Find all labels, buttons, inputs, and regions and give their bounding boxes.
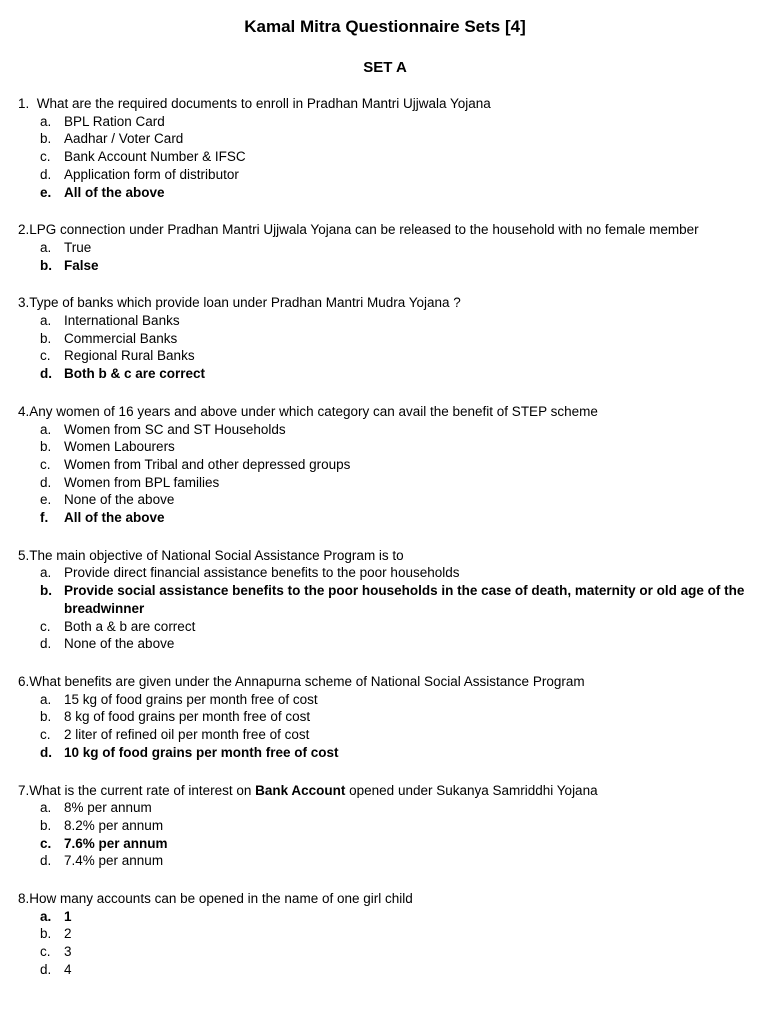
option-text: Bank Account Number & IFSC bbox=[64, 149, 246, 165]
option-c bbox=[18, 456, 752, 474]
option-letter: b. bbox=[40, 257, 52, 273]
set-title: SET A bbox=[363, 59, 407, 76]
option-text: Aadhar / Voter Card bbox=[64, 131, 184, 147]
question-text bbox=[18, 890, 752, 908]
question-prompt: Any women of 16 years and above under which category can avail the benefit of STEP scheme bbox=[29, 403, 598, 419]
option-text: 3 bbox=[64, 944, 72, 960]
question-list bbox=[18, 95, 752, 979]
option-list bbox=[18, 113, 752, 202]
option-letter: e. bbox=[40, 184, 52, 200]
option-letter: b. bbox=[40, 817, 52, 833]
document-title: Kamal Mitra Questionnaire Sets [4] bbox=[244, 17, 526, 36]
question-prompt: How many accounts can be opened in the name of one girl child bbox=[29, 891, 413, 907]
option-letter: c. bbox=[40, 618, 51, 634]
question-8 bbox=[18, 890, 752, 979]
option-c bbox=[18, 835, 752, 853]
question-number: 7. bbox=[18, 782, 30, 798]
option-text: True bbox=[64, 239, 92, 255]
option-text: Women from SC and ST Households bbox=[64, 421, 286, 437]
option-text: Application form of distributor bbox=[64, 166, 239, 182]
option-letter: c. bbox=[40, 727, 51, 743]
option-text: False bbox=[64, 257, 99, 273]
question-prompt-end: opened under Sukanya Samriddhi Yojana bbox=[345, 782, 598, 798]
option-text: Provide direct financial assistance benefits to the poor households bbox=[64, 565, 460, 581]
option-b bbox=[18, 438, 752, 456]
question-3 bbox=[18, 294, 752, 383]
option-text: Women from BPL families bbox=[64, 474, 220, 490]
option-list bbox=[18, 421, 752, 527]
option-b bbox=[18, 708, 752, 726]
option-b bbox=[18, 817, 752, 835]
option-a bbox=[18, 421, 752, 439]
option-text: International Banks bbox=[64, 313, 180, 329]
option-letter: f. bbox=[40, 510, 49, 526]
option-d bbox=[18, 961, 752, 979]
option-a bbox=[18, 312, 752, 330]
option-b bbox=[18, 925, 752, 943]
option-a bbox=[18, 908, 752, 926]
question-text bbox=[18, 782, 752, 800]
option-text: 2 liter of refined oil per month free of cost bbox=[64, 727, 310, 743]
option-letter: d. bbox=[40, 853, 52, 869]
option-letter: b. bbox=[40, 131, 52, 147]
option-f bbox=[18, 509, 752, 527]
option-text: Both a & b are correct bbox=[64, 618, 196, 634]
option-text: All of the above bbox=[64, 184, 165, 200]
question-1 bbox=[18, 95, 752, 201]
option-letter: c. bbox=[40, 835, 52, 851]
question-5 bbox=[18, 547, 752, 653]
option-text: None of the above bbox=[64, 492, 175, 508]
option-text: 8.2% per annum bbox=[64, 817, 164, 833]
option-c bbox=[18, 148, 752, 166]
option-b bbox=[18, 330, 752, 348]
option-letter: c. bbox=[40, 348, 51, 364]
option-list bbox=[18, 312, 752, 383]
option-d bbox=[18, 852, 752, 870]
option-letter: a. bbox=[40, 800, 52, 816]
option-d bbox=[18, 744, 752, 762]
option-text: 2 bbox=[64, 926, 72, 942]
option-b bbox=[18, 130, 752, 148]
question-number: 2. bbox=[18, 222, 30, 238]
question-text bbox=[18, 95, 752, 113]
option-letter: b. bbox=[40, 926, 52, 942]
question-prompt: What benefits are given under the Annapurna scheme of National Social Assistance Program bbox=[29, 673, 585, 689]
option-letter: c. bbox=[40, 456, 51, 472]
option-a bbox=[18, 239, 752, 257]
option-text: Regional Rural Banks bbox=[64, 348, 195, 364]
option-c bbox=[18, 943, 752, 961]
option-d bbox=[18, 365, 752, 383]
option-d bbox=[18, 166, 752, 184]
option-letter: d. bbox=[40, 474, 52, 490]
option-letter: c. bbox=[40, 944, 51, 960]
option-letter: d. bbox=[40, 166, 52, 182]
question-text bbox=[18, 673, 752, 691]
option-letter: b. bbox=[40, 709, 52, 725]
option-d bbox=[18, 635, 752, 653]
option-text: Both b & c are correct bbox=[64, 366, 206, 382]
question-prompt: What are the required documents to enroll in Pradhan Mantri Ujjwala Yojana bbox=[36, 96, 491, 111]
option-letter: a. bbox=[40, 113, 52, 129]
question-2 bbox=[18, 221, 752, 274]
option-letter: a. bbox=[40, 313, 52, 329]
question-number: 4. bbox=[18, 403, 30, 419]
question-number: 5. bbox=[18, 547, 30, 563]
question-prompt-start: What is the current rate of interest on bbox=[29, 782, 256, 798]
option-text: 8 kg of food grains per month free of cost bbox=[64, 709, 311, 725]
option-text: 1 bbox=[64, 908, 72, 924]
option-letter: e. bbox=[40, 492, 52, 508]
option-letter: d. bbox=[40, 636, 52, 652]
option-b bbox=[18, 582, 752, 617]
option-c bbox=[18, 726, 752, 744]
option-text: 10 kg of food grains per month free of cost bbox=[64, 744, 339, 760]
option-letter: a. bbox=[40, 421, 52, 437]
question-number: 3. bbox=[18, 295, 30, 311]
option-letter: d. bbox=[40, 961, 52, 977]
option-d bbox=[18, 474, 752, 492]
option-text: None of the above bbox=[64, 636, 175, 652]
option-list bbox=[18, 908, 752, 979]
option-letter: a. bbox=[40, 691, 52, 707]
option-c bbox=[18, 347, 752, 365]
question-prompt-emphasis: Bank Account bbox=[255, 782, 346, 798]
option-list bbox=[18, 564, 752, 653]
option-letter: a. bbox=[40, 908, 52, 924]
option-letter: d. bbox=[40, 744, 52, 760]
option-text: Provide social assistance benefits to the poor households in the case of death, maternity or old age of the breadwinner bbox=[64, 583, 745, 616]
option-e bbox=[18, 184, 752, 202]
option-e bbox=[18, 491, 752, 509]
option-letter: b. bbox=[40, 583, 52, 599]
option-letter: c. bbox=[40, 149, 51, 165]
option-b bbox=[18, 257, 752, 275]
question-7 bbox=[18, 782, 752, 871]
option-text: Commercial Banks bbox=[64, 330, 178, 346]
question-number: 6. bbox=[18, 673, 30, 689]
option-a bbox=[18, 113, 752, 131]
question-prompt: The main objective of National Social Assistance Program is to bbox=[29, 547, 404, 563]
option-letter: a. bbox=[40, 565, 52, 581]
question-prompt: Type of banks which provide loan under Pradhan Mantri Mudra Yojana ? bbox=[29, 295, 461, 311]
option-a bbox=[18, 691, 752, 709]
question-text bbox=[18, 221, 752, 239]
question-text bbox=[18, 294, 752, 312]
option-letter: b. bbox=[40, 439, 52, 455]
option-text: 4 bbox=[64, 961, 72, 977]
option-list bbox=[18, 239, 752, 274]
option-a bbox=[18, 799, 752, 817]
option-letter: b. bbox=[40, 330, 52, 346]
question-text bbox=[18, 403, 752, 421]
option-text: Women Labourers bbox=[64, 439, 175, 455]
option-list bbox=[18, 691, 752, 762]
option-text: 7.6% per annum bbox=[64, 835, 168, 851]
option-text: 8% per annum bbox=[64, 800, 152, 816]
option-text: BPL Ration Card bbox=[64, 113, 165, 129]
option-text: 15 kg of food grains per month free of cost bbox=[64, 691, 318, 707]
option-letter: d. bbox=[40, 366, 52, 382]
question-4 bbox=[18, 403, 752, 527]
option-text: All of the above bbox=[64, 510, 165, 526]
question-text bbox=[18, 547, 752, 565]
option-c bbox=[18, 618, 752, 636]
question-number: 1. bbox=[18, 96, 30, 111]
option-letter: a. bbox=[40, 239, 52, 255]
question-prompt: LPG connection under Pradhan Mantri Ujjwala Yojana can be released to the household with no female member bbox=[29, 222, 699, 238]
question-6 bbox=[18, 673, 752, 762]
option-list bbox=[18, 799, 752, 870]
option-text: Women from Tribal and other depressed groups bbox=[64, 456, 351, 472]
option-text: 7.4% per annum bbox=[64, 853, 164, 869]
option-a bbox=[18, 564, 752, 582]
question-number: 8. bbox=[18, 891, 30, 907]
